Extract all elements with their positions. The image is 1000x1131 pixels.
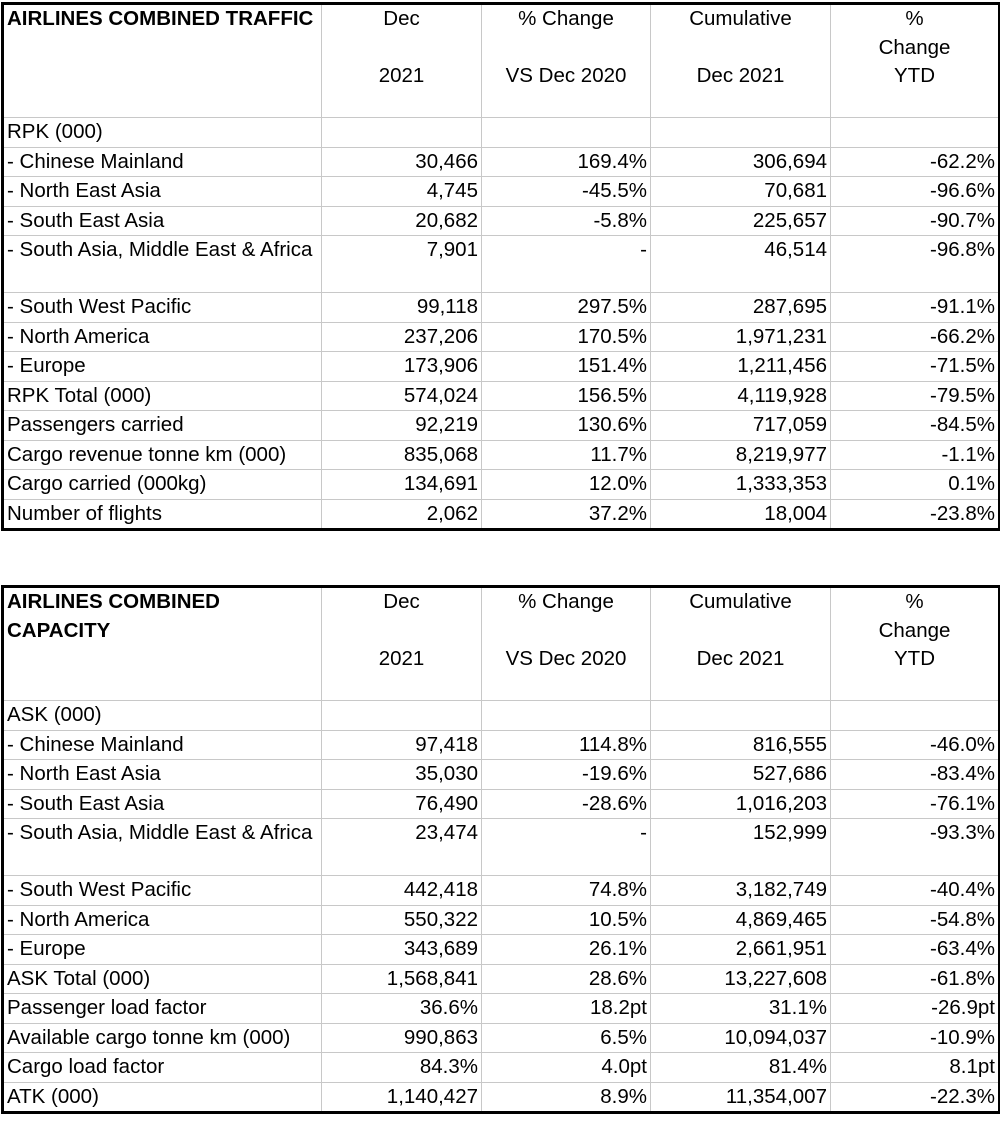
- header-dec: Dec 2021: [322, 4, 482, 118]
- cell-cumulative: 18,004: [651, 499, 831, 530]
- header-pct-change-ytd: % Change YTD: [831, 4, 1000, 118]
- cell-pct-change: -5.8%: [482, 206, 651, 236]
- row-label: RPK Total (000): [3, 381, 322, 411]
- cell-pct-change-ytd: -76.1%: [831, 789, 1000, 819]
- cell-pct-change: -: [482, 819, 651, 876]
- table-row: [3, 177, 1000, 207]
- table-row: [3, 905, 1000, 935]
- header-pct-change-ytd: % Change YTD: [831, 587, 1000, 701]
- cell-cumulative: 306,694: [651, 147, 831, 177]
- cell-pct-change: 156.5%: [482, 381, 651, 411]
- row-label: - North America: [3, 905, 322, 935]
- cell-cumulative: 31.1%: [651, 994, 831, 1024]
- row-label: Cargo load factor: [3, 1053, 322, 1083]
- table-row: [3, 964, 1000, 994]
- cell-pct-change-ytd: -23.8%: [831, 499, 1000, 530]
- cell-dec: 76,490: [322, 789, 482, 819]
- cell-pct-change-ytd: -61.8%: [831, 964, 1000, 994]
- row-label: - South East Asia: [3, 206, 322, 236]
- cell-pct-change: 28.6%: [482, 964, 651, 994]
- capacity-section-row: [3, 701, 1000, 731]
- table-row: [3, 1023, 1000, 1053]
- row-label: - South Asia, Middle East & Africa: [3, 236, 322, 293]
- cell-dec: 99,118: [322, 293, 482, 323]
- table-row: [3, 352, 1000, 382]
- cell-dec: 23,474: [322, 819, 482, 876]
- table-row: [3, 789, 1000, 819]
- cell-dec: 7,901: [322, 236, 482, 293]
- cell-dec: 20,682: [322, 206, 482, 236]
- header-dec: Dec 2021: [322, 587, 482, 701]
- cell-dec: 30,466: [322, 147, 482, 177]
- cell-pct-change: 26.1%: [482, 935, 651, 965]
- cell-dec: 835,068: [322, 440, 482, 470]
- cell-pct-change-ytd: -79.5%: [831, 381, 1000, 411]
- cell-dec: 35,030: [322, 760, 482, 790]
- cell-cumulative: 11,354,007: [651, 1082, 831, 1113]
- cell-pct-change-ytd: -66.2%: [831, 322, 1000, 352]
- cell-pct-change: 151.4%: [482, 352, 651, 382]
- cell-pct-change: -45.5%: [482, 177, 651, 207]
- cell-pct-change: 4.0pt: [482, 1053, 651, 1083]
- table-row: [3, 440, 1000, 470]
- row-label: - North East Asia: [3, 177, 322, 207]
- table-row: [3, 322, 1000, 352]
- cell-cumulative: 10,094,037: [651, 1023, 831, 1053]
- table-row: [3, 760, 1000, 790]
- cell-pct-change-ytd: -54.8%: [831, 905, 1000, 935]
- row-label: Cargo carried (000kg): [3, 470, 322, 500]
- traffic-header-row: [3, 4, 1000, 118]
- cell-pct-change: 170.5%: [482, 322, 651, 352]
- traffic-section-row: [3, 118, 1000, 148]
- cell-pct-change: -28.6%: [482, 789, 651, 819]
- cell-cumulative: 1,016,203: [651, 789, 831, 819]
- table-row: [3, 293, 1000, 323]
- cell-dec: 134,691: [322, 470, 482, 500]
- row-label: - South West Pacific: [3, 876, 322, 906]
- cell-cumulative: 46,514: [651, 236, 831, 293]
- row-label: Passenger load factor: [3, 994, 322, 1024]
- row-label: - Chinese Mainland: [3, 730, 322, 760]
- cell-pct-change: 6.5%: [482, 1023, 651, 1053]
- cell-cumulative: 4,869,465: [651, 905, 831, 935]
- cell-dec: 92,219: [322, 411, 482, 441]
- cell-pct-change-ytd: -62.2%: [831, 147, 1000, 177]
- table-row: [3, 819, 1000, 876]
- cell-pct-change: 130.6%: [482, 411, 651, 441]
- table-row: [3, 994, 1000, 1024]
- row-label: ASK Total (000): [3, 964, 322, 994]
- cell-dec: 173,906: [322, 352, 482, 382]
- row-label: Number of flights: [3, 499, 322, 530]
- row-label: Cargo revenue tonne km (000): [3, 440, 322, 470]
- cell-cumulative: 3,182,749: [651, 876, 831, 906]
- cell-dec: 550,322: [322, 905, 482, 935]
- table-row: [3, 470, 1000, 500]
- row-label: ATK (000): [3, 1082, 322, 1113]
- table-row: [3, 730, 1000, 760]
- cell-pct-change: 11.7%: [482, 440, 651, 470]
- cell-cumulative: 225,657: [651, 206, 831, 236]
- traffic-title: AIRLINES COMBINED TRAFFIC: [3, 4, 322, 118]
- cell-pct-change-ytd: -91.1%: [831, 293, 1000, 323]
- cell-cumulative: 70,681: [651, 177, 831, 207]
- table-row: [3, 935, 1000, 965]
- cell-dec: 4,745: [322, 177, 482, 207]
- cell-pct-change-ytd: -83.4%: [831, 760, 1000, 790]
- capacity-table: [1, 585, 1000, 1114]
- section-label: RPK (000): [3, 118, 322, 148]
- cell-dec: 990,863: [322, 1023, 482, 1053]
- table-row: [3, 876, 1000, 906]
- cell-cumulative: 1,333,353: [651, 470, 831, 500]
- cell-cumulative: 717,059: [651, 411, 831, 441]
- table-row: [3, 236, 1000, 293]
- cell-pct-change-ytd: -1.1%: [831, 440, 1000, 470]
- cell-cumulative: 527,686: [651, 760, 831, 790]
- cell-cumulative: 152,999: [651, 819, 831, 876]
- table-row: [3, 147, 1000, 177]
- row-label: Available cargo tonne km (000): [3, 1023, 322, 1053]
- cell-pct-change: 10.5%: [482, 905, 651, 935]
- cell-pct-change-ytd: -10.9%: [831, 1023, 1000, 1053]
- cell-pct-change-ytd: -26.9pt: [831, 994, 1000, 1024]
- section-label: ASK (000): [3, 701, 322, 731]
- table-row: [3, 381, 1000, 411]
- row-label: - South Asia, Middle East & Africa: [3, 819, 322, 876]
- cell-dec: 2,062: [322, 499, 482, 530]
- cell-pct-change-ytd: -96.8%: [831, 236, 1000, 293]
- table-row: [3, 499, 1000, 530]
- table-row: [3, 411, 1000, 441]
- cell-dec: 1,140,427: [322, 1082, 482, 1113]
- capacity-title: AIRLINES COMBINED CAPACITY: [3, 587, 322, 701]
- header-pct-change: % Change VS Dec 2020: [482, 587, 651, 701]
- cell-pct-change: 12.0%: [482, 470, 651, 500]
- traffic-table: [1, 2, 1000, 531]
- cell-pct-change-ytd: -96.6%: [831, 177, 1000, 207]
- cell-pct-change-ytd: -46.0%: [831, 730, 1000, 760]
- cell-pct-change-ytd: 8.1pt: [831, 1053, 1000, 1083]
- cell-dec: 36.6%: [322, 994, 482, 1024]
- cell-pct-change-ytd: -71.5%: [831, 352, 1000, 382]
- cell-dec: 84.3%: [322, 1053, 482, 1083]
- row-label: - North East Asia: [3, 760, 322, 790]
- cell-dec: 237,206: [322, 322, 482, 352]
- cell-cumulative: 13,227,608: [651, 964, 831, 994]
- table-row: [3, 206, 1000, 236]
- cell-cumulative: 816,555: [651, 730, 831, 760]
- cell-pct-change: -19.6%: [482, 760, 651, 790]
- cell-dec: 343,689: [322, 935, 482, 965]
- cell-pct-change: 18.2pt: [482, 994, 651, 1024]
- traffic-table-body: [3, 4, 1000, 530]
- cell-pct-change: 114.8%: [482, 730, 651, 760]
- cell-dec: 442,418: [322, 876, 482, 906]
- cell-cumulative: 4,119,928: [651, 381, 831, 411]
- capacity-header-row: [3, 587, 1000, 701]
- header-pct-change: % Change VS Dec 2020: [482, 4, 651, 118]
- cell-pct-change-ytd: -84.5%: [831, 411, 1000, 441]
- cell-pct-change: 37.2%: [482, 499, 651, 530]
- row-label: - South East Asia: [3, 789, 322, 819]
- row-label: - South West Pacific: [3, 293, 322, 323]
- cell-pct-change: 169.4%: [482, 147, 651, 177]
- row-label: - Europe: [3, 352, 322, 382]
- cell-cumulative: 287,695: [651, 293, 831, 323]
- cell-pct-change: 8.9%: [482, 1082, 651, 1113]
- cell-pct-change: -: [482, 236, 651, 293]
- table-row: [3, 1053, 1000, 1083]
- row-label: - Chinese Mainland: [3, 147, 322, 177]
- header-cumulative: Cumulative Dec 2021: [651, 587, 831, 701]
- cell-pct-change-ytd: -22.3%: [831, 1082, 1000, 1113]
- cell-dec: 1,568,841: [322, 964, 482, 994]
- cell-pct-change-ytd: -63.4%: [831, 935, 1000, 965]
- cell-pct-change: 74.8%: [482, 876, 651, 906]
- cell-cumulative: 1,971,231: [651, 322, 831, 352]
- cell-dec: 574,024: [322, 381, 482, 411]
- cell-dec: 97,418: [322, 730, 482, 760]
- row-label: Passengers carried: [3, 411, 322, 441]
- row-label: - North America: [3, 322, 322, 352]
- table-row: [3, 1082, 1000, 1113]
- cell-cumulative: 1,211,456: [651, 352, 831, 382]
- cell-cumulative: 2,661,951: [651, 935, 831, 965]
- capacity-table-body: [3, 587, 1000, 1113]
- cell-pct-change-ytd: -93.3%: [831, 819, 1000, 876]
- cell-cumulative: 8,219,977: [651, 440, 831, 470]
- cell-pct-change-ytd: -90.7%: [831, 206, 1000, 236]
- cell-cumulative: 81.4%: [651, 1053, 831, 1083]
- cell-pct-change-ytd: 0.1%: [831, 470, 1000, 500]
- cell-pct-change-ytd: -40.4%: [831, 876, 1000, 906]
- row-label: - Europe: [3, 935, 322, 965]
- header-cumulative: Cumulative Dec 2021: [651, 4, 831, 118]
- cell-pct-change: 297.5%: [482, 293, 651, 323]
